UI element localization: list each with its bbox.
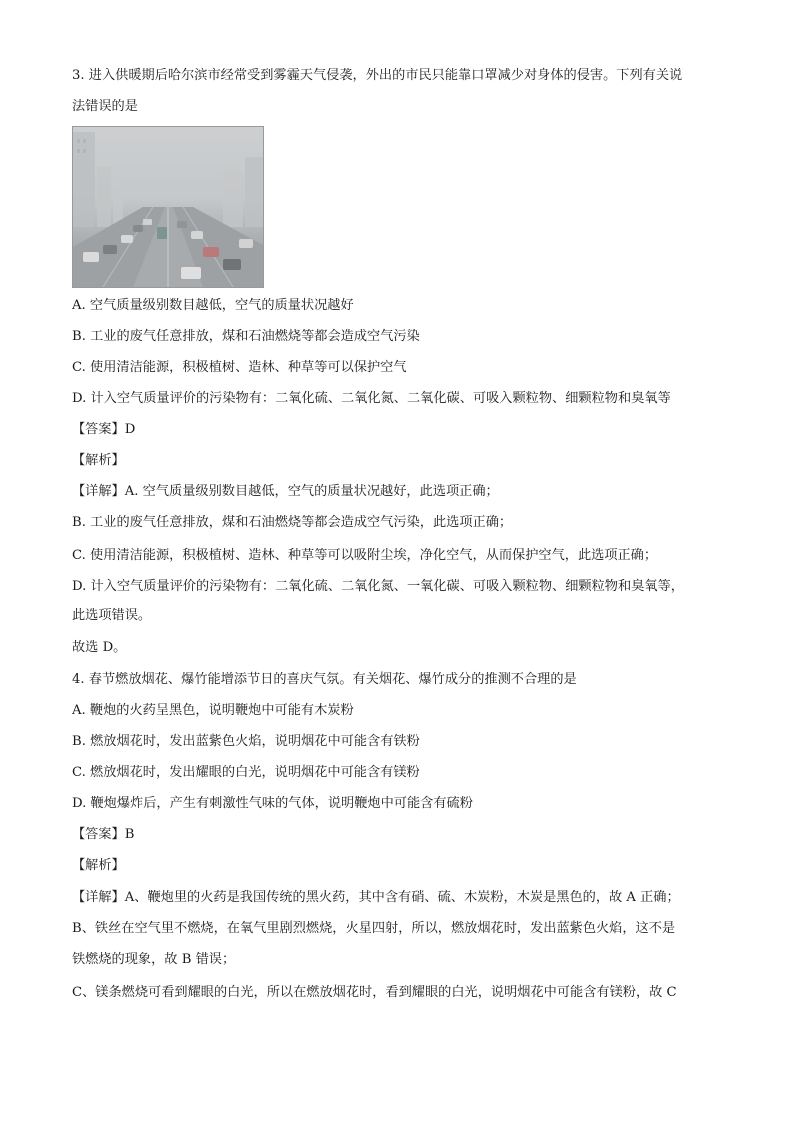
q4-option-d: D. 鞭炮爆炸后，产生有刺激性气味的气体，说明鞭炮中可能含有硫粉	[72, 796, 473, 811]
q3-detail-2: B. 工业的废气任意排放，煤和石油燃烧等都会造成空气污染，此选项正确；	[72, 515, 513, 530]
q3-detail-3: C. 使用清洁能源，积极植树、造林、种草等可以吸附尘埃，净化空气，从而保护空气，此选项正确；	[72, 548, 658, 563]
q3-detail-1: 【详解】A. 空气质量级别数目越低，空气的质量状况越好，此选项正确；	[72, 484, 499, 499]
q3-option-a: A. 空气质量级别数目越低，空气的质量状况越好	[72, 298, 354, 313]
q3-stem-line2: 法错误的是	[72, 99, 138, 114]
q4-answer: 【答案】B	[72, 827, 135, 842]
q4-option-b: B. 燃放烟花时，发出蓝紫色火焰，说明烟花中可能含有铁粉	[72, 734, 420, 749]
q4-detail-2: B、铁丝在空气里不燃烧，在氧气里剧烈燃烧，火星四射，所以，燃放烟花时，发出蓝紫色火焰，这不是	[72, 921, 676, 936]
q3-answer: 【答案】D	[72, 422, 136, 437]
q3-option-c: C. 使用清洁能源，积极植树、造林、种草等可以保护空气	[72, 360, 407, 375]
smog-traffic-photo	[72, 126, 264, 288]
q3-analysis-heading: 【解析】	[72, 453, 125, 468]
q3-option-d: D. 计入空气质量评价的污染物有：二氧化硫、二氧化氮、二氧化碳、可吸入颗粒物、细颗粒物和臭氧等	[72, 391, 671, 406]
q4-detail-4: C、镁条燃烧可看到耀眼的白光，所以在燃放烟花时，看到耀眼的白光，说明烟花中可能含有镁粉，故 C	[72, 985, 677, 1000]
q4-stem: 4. 春节燃放烟花、爆竹能增添节日的喜庆气氛。有关烟花、爆竹成分的推测不合理的是	[72, 672, 577, 687]
q3-conclusion: 故选 D。	[72, 640, 127, 655]
q3-option-b: B. 工业的废气任意排放，煤和石油燃烧等都会造成空气污染	[72, 329, 420, 344]
q4-detail-1: 【详解】A、鞭炮里的火药是我国传统的黑火药，其中含有硝、硫、木炭粉，木炭是黑色的，故 A 正确；	[72, 890, 680, 905]
q4-option-a: A. 鞭炮的火药呈黑色，说明鞭炮中可能有木炭粉	[72, 703, 354, 718]
q3-detail-4: D. 计入空气质量评价的污染物有：二氧化硫、二氧化氮、一氧化碳、可吸入颗粒物、细颗粒物和臭氧等，	[72, 579, 684, 594]
q3-detail-5: 此选项错误。	[72, 608, 152, 623]
q4-option-c: C. 燃放烟花时，发出耀眼的白光，说明烟花中可能含有镁粉	[72, 765, 420, 780]
q4-detail-3: 铁燃烧的现象，故 B 错误；	[72, 952, 236, 967]
q4-analysis-heading: 【解析】	[72, 858, 125, 873]
q3-stem-line1: 3. 进入供暖期后哈尔滨市经常受到雾霾天气侵袭，外出的市民只能靠口罩减少对身体的侵害。下列有关说	[72, 68, 683, 83]
